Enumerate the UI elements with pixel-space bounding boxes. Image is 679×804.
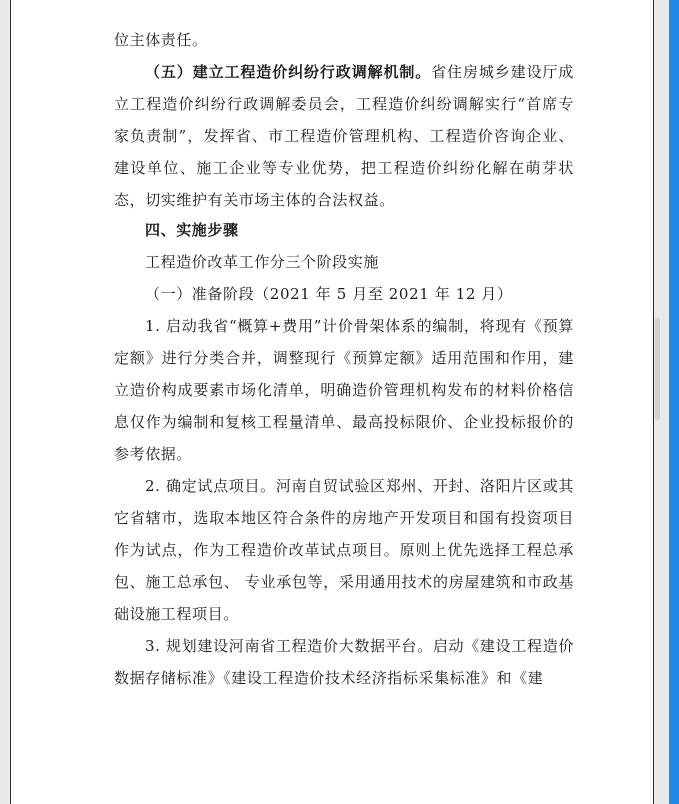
document-page xyxy=(10,0,654,804)
paragraph-dispute-mediation xyxy=(114,56,574,216)
stage-heading-preparation: （一）准备阶段（2021 年 5 月至 2021 年 12 月） xyxy=(145,285,513,303)
list-item-1: 1. 启动我省“概算+费用”计价骨架体系的编制，将现有《预算定额》进行分类合并，调整现行《预算定额》适用范围和作用，建立造价构成要素市场化清单，明确造价管理机构发布的材料价格信息仅作为编制和复核工程量清单、最高投标限价、企业投标报价的参考依据。 xyxy=(114,317,574,463)
paragraph-three-stages: 工程造价改革工作分三个阶段实施 xyxy=(145,253,380,271)
paragraph-continuation: 位主体责任。 xyxy=(114,31,208,49)
paragraph-body: 省住房城乡建设厅成立工程造价纠纷行政调解委员会，工程造价纠纷调解实行“首席专家负责制”，发挥省、市工程造价管理机构、工程造价咨询企业、建设单位、施工企业等专业优势，把工程造价纠纷化解在萌芽状态，切实维护有关市场主体的合法权益。 xyxy=(114,63,574,209)
list-item-2: 2. 确定试点项目。河南自贸试验区郑州、开封、洛阳片区或其它省辖市，选取本地区符合条件的房地产开发项目和国有投资项目作为试点，作为工程造价改革试点项目。原则上优先选择工程总承包、施工总承包、 专业承包等，采用通用技术的房屋建筑和市政基础设施工程项目。 xyxy=(114,477,574,623)
paragraph-lead-bold: （五）建立工程造价纠纷行政调解机制。 xyxy=(145,63,432,81)
side-accent-rail xyxy=(669,0,679,804)
vertical-scrollbar[interactable] xyxy=(652,0,664,804)
section-heading-implementation-steps: 四、实施步骤 xyxy=(145,221,239,239)
scrollbar-thumb[interactable] xyxy=(655,318,660,420)
list-item-3: 3. 规划建设河南省工程造价大数据平台。启动《建设工程造价数据存储标准》《建设工程造价技术经济指标采集标准》和《建 xyxy=(114,637,574,687)
